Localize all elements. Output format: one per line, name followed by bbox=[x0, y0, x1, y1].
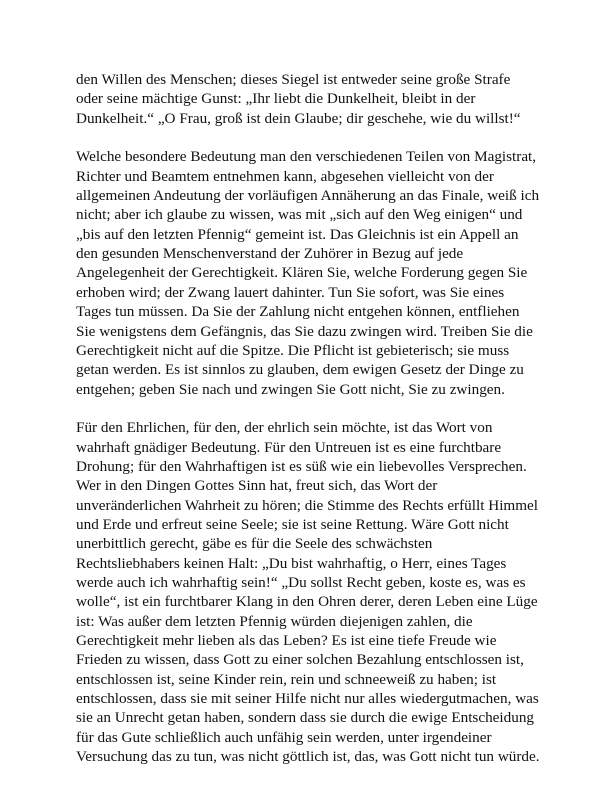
text-line: Welche besondere Bedeutung man den verschiedenen Teilen von Magistrat, bbox=[76, 148, 537, 166]
text-line: Für den Ehrlichen, für den, der ehrlich sein möchte, ist das Wort von bbox=[76, 419, 493, 437]
text-line: Tages tun müssen. Da Sie der Zahlung nicht entgehen können, entfliehen bbox=[76, 303, 520, 321]
text-line: Drohung; für den Wahrhaftigen ist es süß wie ein liebevolles Versprechen. bbox=[76, 457, 527, 475]
paragraph-1 bbox=[76, 70, 528, 128]
text-line: wahrhaft gnädiger Bedeutung. Für den Untreuen ist es eine furchtbare bbox=[76, 438, 502, 456]
text-line: werde auch ich wahrhaftig sein!“ „Du sollst Recht geben, koste es, was es bbox=[76, 574, 526, 592]
text-line: Wer in den Dingen Gottes Sinn hat, freut sich, das Wort der bbox=[76, 477, 438, 495]
text-line: Gerechtigkeit nicht auf die Spitze. Die Pflicht ist gebieterisch; sie muss bbox=[76, 341, 510, 359]
text-line: entgehen; geben Sie nach und zwingen Sie Gott nicht, Sie zu zwingen. bbox=[76, 380, 505, 398]
text-line: ist: Was außer dem letzten Pfennig würden diejenigen zahlen, die bbox=[76, 612, 473, 630]
text-line: Gerechtigkeit mehr lieben als das Leben? Es ist eine tiefe Freude wie bbox=[76, 632, 497, 650]
text-line: entschlossen, dass sie mit seiner Hilfe nicht nur alles wiedergutmachen, was bbox=[76, 690, 539, 708]
text-line: Dunkelheit.“ „O Frau, groß ist dein Glaube; dir geschehe, wie du willst!“ bbox=[76, 109, 521, 127]
paragraph-3 bbox=[76, 418, 540, 766]
text-line: oder seine mächtige Gunst: „Ihr liebt die Dunkelheit, bleibt in der bbox=[76, 90, 476, 108]
text-line: entschlossen ist, seine Kinder rein, rein und schneeweiß zu haben; ist bbox=[76, 670, 497, 688]
text-line: Rechtsliebhabers keinen Halt: „Du bist wahrhaftig, o Herr, eines Tages bbox=[76, 554, 507, 572]
text-line: Frieden zu wissen, dass Gott zu einer solchen Bezahlung entschlossen ist, bbox=[76, 651, 524, 669]
text-line: sie an Unrecht getan haben, sondern dass sie durch die ewige Entscheidung bbox=[76, 709, 535, 727]
text-line: erhoben wird; der Zwang lauert dahinter. Tun Sie sofort, was Sie eines bbox=[76, 283, 505, 301]
document-page bbox=[76, 70, 540, 786]
text-line: und Erde und erfreut seine Seele; sie ist seine Rettung. Wäre Gott nicht bbox=[76, 516, 509, 533]
paragraph-2 bbox=[76, 147, 540, 398]
text-line: Sie wenigstens dem Gefängnis, das Sie dazu zwingen wird. Treiben Sie die bbox=[76, 322, 533, 340]
text-line: nicht; aber ich glaube zu wissen, was mit „sich auf den Weg einigen“ und bbox=[76, 206, 523, 224]
text-line: Richter und Beamtem entnehmen kann, abgesehen vielleicht von der bbox=[76, 167, 494, 185]
text-line: für das Gute schließlich auch unfähig sein werden, unter irgendeiner bbox=[76, 728, 492, 746]
text-line: Angelegenheit der Gerechtigkeit. Klären Sie, welche Forderung gegen Sie bbox=[76, 264, 528, 282]
text-line: den gesunden Menschenverstand der Zuhörer in Bezug auf jede bbox=[76, 245, 464, 263]
text-line: den Willen des Menschen; dieses Siegel ist entweder seine große Strafe bbox=[76, 71, 511, 88]
text-line: unerbittlich gerecht, gäbe es für die Seele des schwächsten bbox=[76, 535, 433, 553]
text-line: getan werden. Es ist sinnlos zu glauben, dem ewigen Gesetz der Dinge zu bbox=[76, 361, 524, 379]
text-line: unveränderlichen Wahrheit zu hören; die Stimme des Rechts erfüllt Himmel bbox=[76, 496, 539, 514]
text-line: „bis auf den letzten Pfennig“ gemeint ist. Das Gleichnis ist ein Appell an bbox=[76, 225, 519, 243]
text-line: Versuchung das zu tun, was nicht göttlich ist, das, was Gott nicht tun würde. bbox=[76, 748, 540, 766]
text-line: wolle“, ist ein furchtbarer Klang in den Ohren derer, deren Leben eine Lüge bbox=[76, 593, 538, 611]
text-line: allgemeinen Andeutung der vorläufigen Annäherung an das Finale, weiß ich bbox=[76, 187, 540, 205]
